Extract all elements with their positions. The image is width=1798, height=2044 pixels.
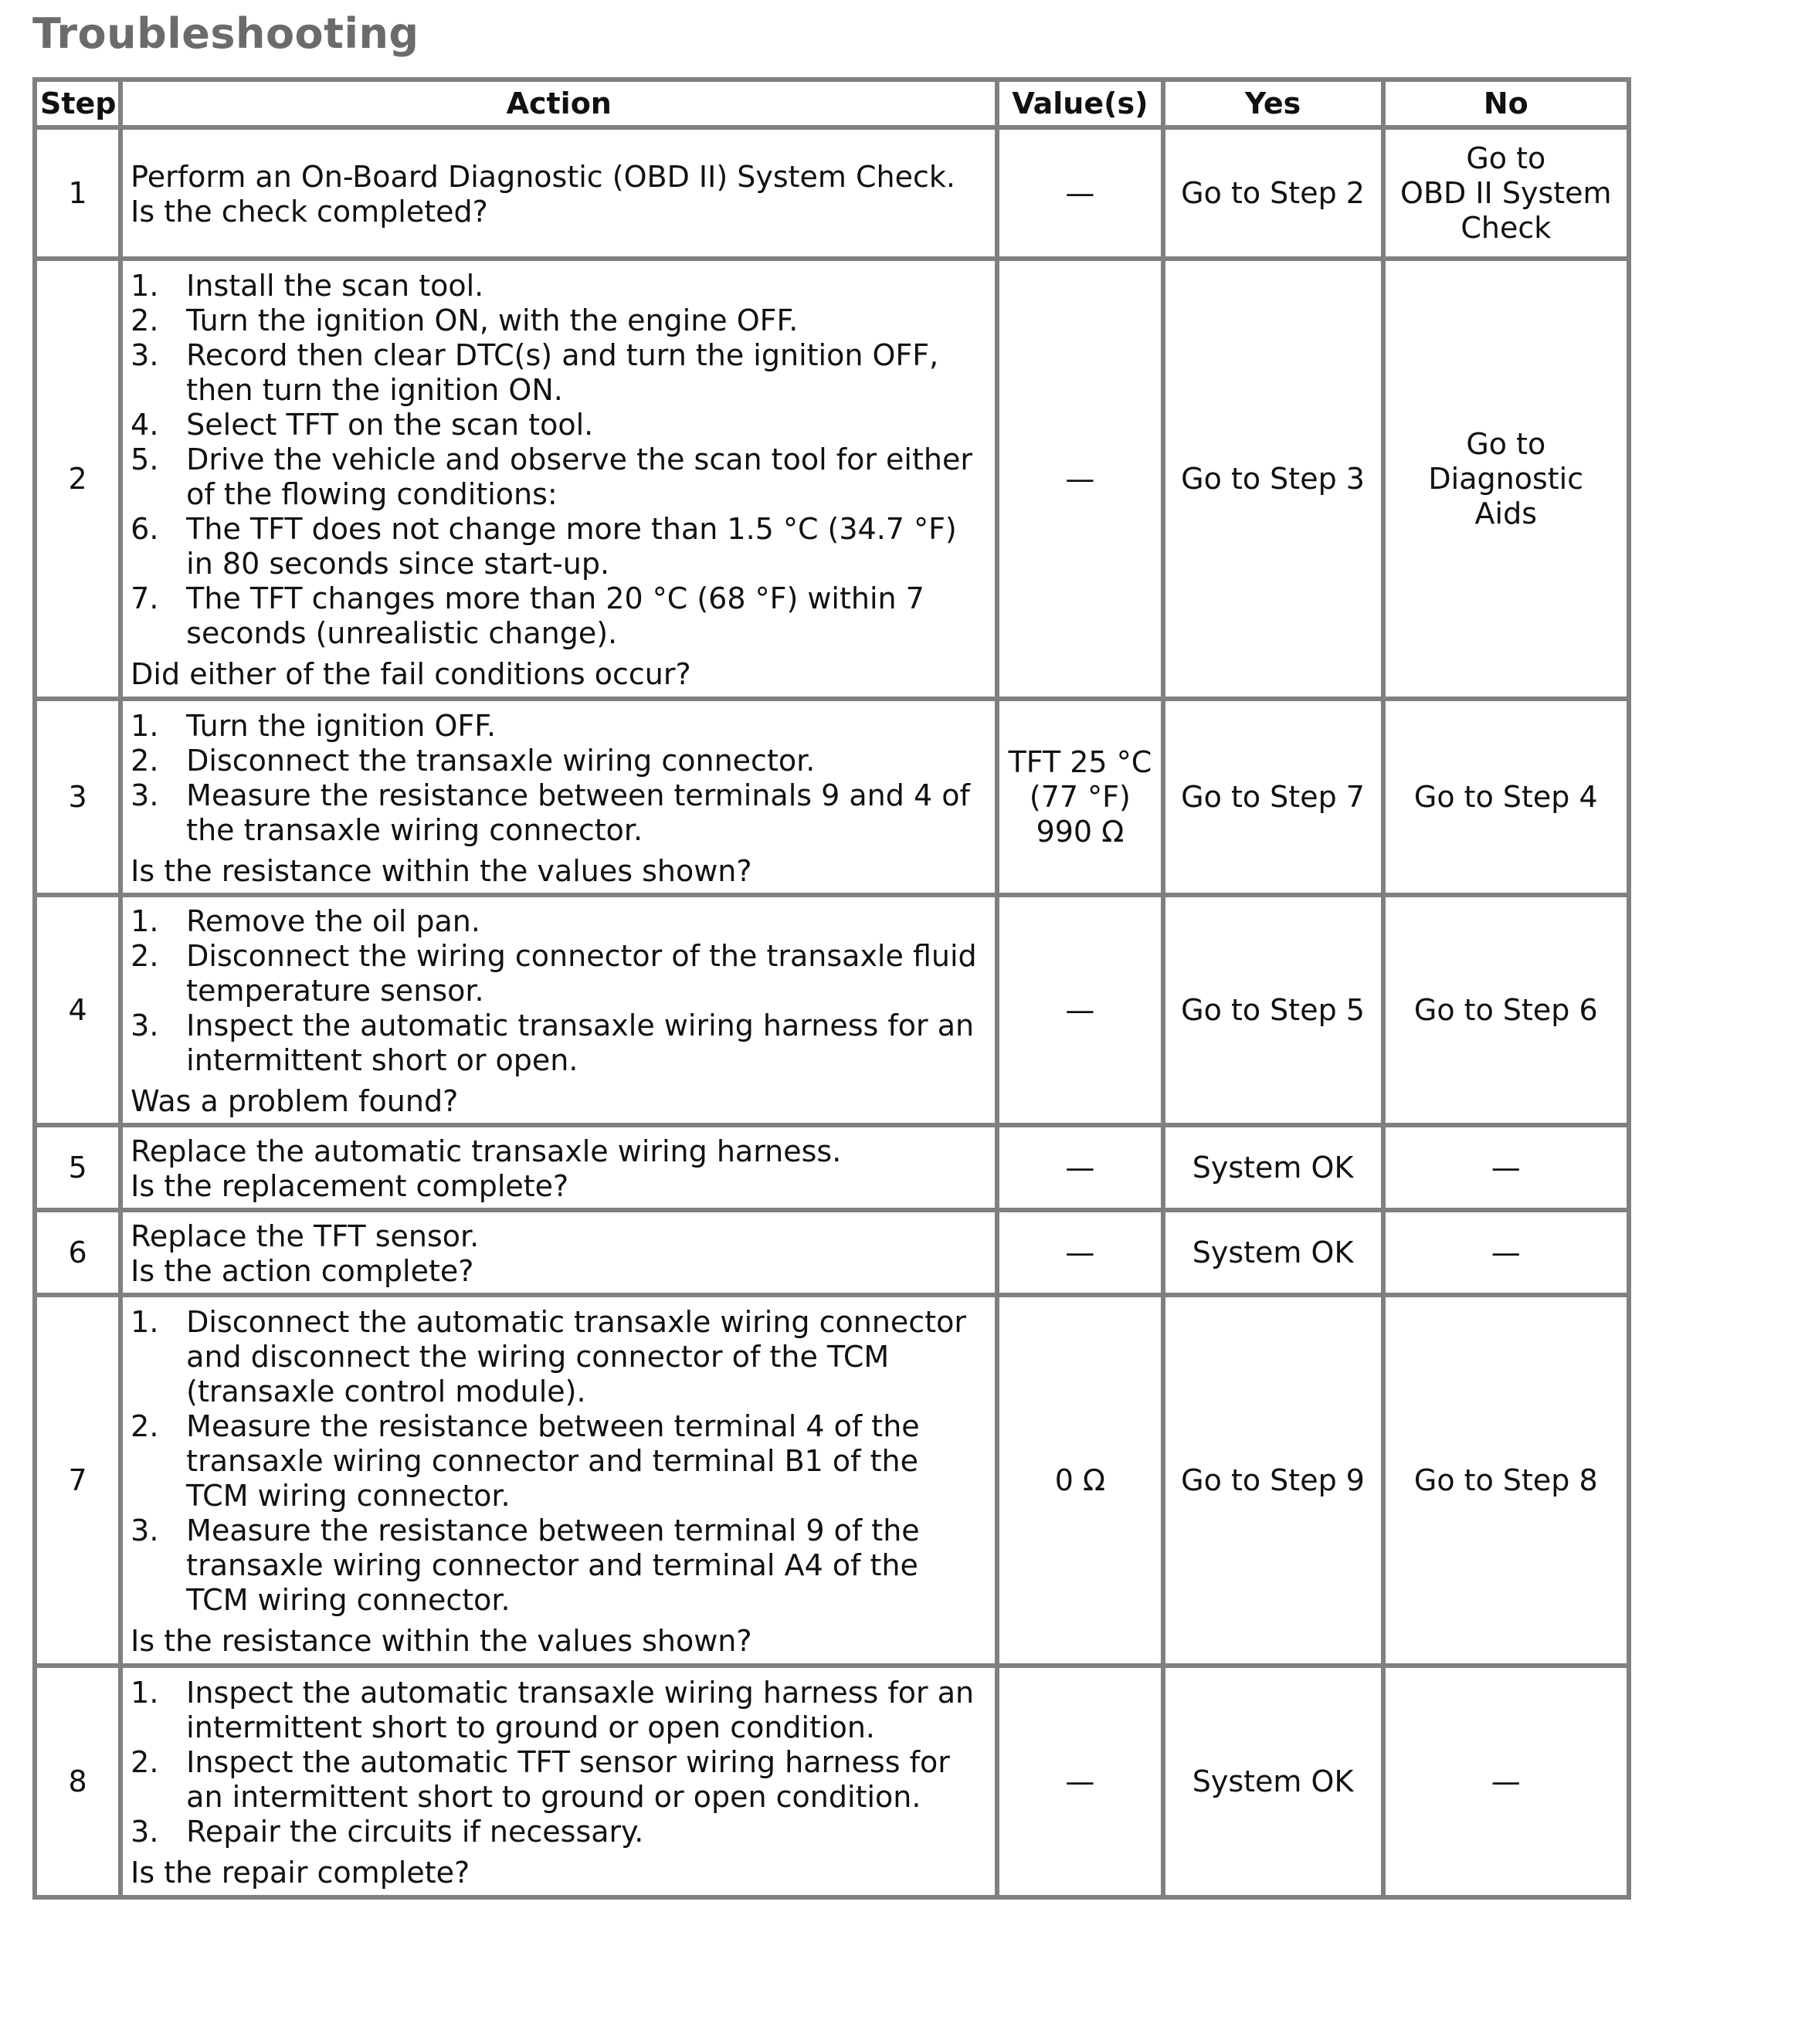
yes-cell: Go to Step 9 <box>1163 1295 1383 1666</box>
step-number: 2 <box>35 259 120 699</box>
step-number: 6 <box>35 1210 120 1295</box>
list-item-number: 6. <box>131 512 159 546</box>
list-item-number: 1. <box>131 1305 159 1339</box>
list-item-text: The TFT changes more than 20 °C (68 °F) within 7 seconds (unrealistic change). <box>186 581 924 650</box>
list-item <box>131 408 984 442</box>
table-row <box>35 1125 1629 1210</box>
list-item-number: 3. <box>131 778 159 812</box>
list-item <box>131 581 984 651</box>
value-cell: — <box>997 1210 1162 1295</box>
list-item <box>131 939 984 1008</box>
list-item-text: Turn the ignition ON, with the engine OFF. <box>186 303 799 337</box>
table-row <box>35 1295 1629 1666</box>
list-item-text: Inspect the automatic transaxle wiring harness for an intermittent short to ground or open condition. <box>186 1676 975 1744</box>
action-cell <box>120 1295 997 1666</box>
list-item <box>131 1815 984 1849</box>
action-question: Was a problem found? <box>131 1084 459 1118</box>
step-number: 3 <box>35 699 120 895</box>
value-cell: — <box>997 259 1162 699</box>
list-item <box>131 269 984 303</box>
yes-cell: Go to Step 2 <box>1163 127 1383 259</box>
no-cell: — <box>1383 1125 1629 1210</box>
step-number: 1 <box>35 127 120 259</box>
action-cell <box>120 1666 997 1897</box>
list-item <box>131 442 984 512</box>
action-cell <box>120 127 997 259</box>
no-line: Aids <box>1474 496 1538 530</box>
action-list <box>131 269 984 651</box>
action-line: Replace the TFT sensor. <box>131 1219 480 1253</box>
page-title: Troubleshooting <box>32 9 419 58</box>
list-item <box>131 1514 984 1618</box>
action-cell <box>120 699 997 895</box>
list-item-number: 3. <box>131 338 159 372</box>
list-item <box>131 1676 984 1745</box>
yes-cell: Go to Step 5 <box>1163 895 1383 1125</box>
step-number: 7 <box>35 1295 120 1666</box>
list-item-text: Install the scan tool. <box>186 269 484 303</box>
no-cell: Go to Step 4 <box>1383 699 1629 895</box>
action-list <box>131 904 984 1078</box>
table-row <box>35 259 1629 699</box>
no-line: Check <box>1460 210 1552 245</box>
yes-cell: System OK <box>1163 1666 1383 1897</box>
list-item-number: 2. <box>131 1745 159 1779</box>
yes-cell: System OK <box>1163 1210 1383 1295</box>
step-number: 8 <box>35 1666 120 1897</box>
yes-cell: System OK <box>1163 1125 1383 1210</box>
action-question: Is the repair complete? <box>131 1856 470 1890</box>
list-item-number: 2. <box>131 939 159 973</box>
no-line: OBD II System <box>1400 175 1612 210</box>
action-list <box>131 1305 984 1618</box>
troubleshooting-table <box>32 77 1631 1900</box>
list-item-number: 1. <box>131 1676 159 1710</box>
list-item-number: 7. <box>131 581 159 615</box>
table-header-row <box>35 80 1629 127</box>
list-item-text: Inspect the automatic transaxle wiring harness for an intermittent short or open. <box>186 1008 975 1077</box>
no-line: Go to <box>1466 141 1546 175</box>
value-line: (77 °F) <box>1029 779 1131 814</box>
action-line: Perform an On-Board Diagnostic (OBD II) System Check. <box>131 160 955 194</box>
list-item-text: Repair the circuits if necessary. <box>186 1815 644 1849</box>
step-number: 5 <box>35 1125 120 1210</box>
list-item <box>131 778 984 848</box>
value-cell: 0 Ω <box>997 1295 1162 1666</box>
action-question: Is the check completed? <box>131 195 488 229</box>
no-line: Diagnostic <box>1428 461 1584 496</box>
yes-cell: Go to Step 3 <box>1163 259 1383 699</box>
list-item-number: 2. <box>131 743 159 778</box>
list-item <box>131 303 984 338</box>
list-item <box>131 904 984 939</box>
list-item-number: 3. <box>131 1815 159 1849</box>
list-item-text: Disconnect the transaxle wiring connector. <box>186 743 816 778</box>
list-item-number: 1. <box>131 904 159 938</box>
list-item-text: Drive the vehicle and observe the scan tool for either of the flowing conditions: <box>186 442 972 511</box>
action-list <box>131 709 984 848</box>
list-item <box>131 744 984 778</box>
value-cell <box>997 699 1162 895</box>
action-question: Is the resistance within the values shown? <box>131 1624 752 1658</box>
list-item <box>131 1305 984 1409</box>
list-item-number: 1. <box>131 708 159 743</box>
value-line: 990 Ω <box>1036 814 1125 849</box>
action-list <box>131 1676 984 1849</box>
column-header-no: No <box>1383 80 1629 127</box>
list-item-text: Disconnect the wiring connector of the transaxle fluid temperature sensor. <box>186 939 977 1008</box>
list-item <box>131 1745 984 1815</box>
no-cell: — <box>1383 1210 1629 1295</box>
list-item-number: 4. <box>131 408 159 442</box>
list-item-text: Measure the resistance between terminals 9 and 4 of the transaxle wiring connector. <box>186 778 970 847</box>
value-cell: — <box>997 127 1162 259</box>
value-line: TFT 25 °C <box>1008 744 1152 779</box>
list-item-text: Disconnect the automatic transaxle wiring connector and disconnect the wiring connector of the TCM (transaxle control module). <box>186 1305 966 1408</box>
list-item-text: Turn the ignition OFF. <box>186 708 497 743</box>
list-item-text: Measure the resistance between terminal 9 of the transaxle wiring connector and terminal A4 of the TCM wiring connector. <box>186 1514 920 1617</box>
list-item-number: 3. <box>131 1008 159 1042</box>
column-header-yes: Yes <box>1163 80 1383 127</box>
table-row <box>35 1666 1629 1897</box>
no-cell: Go to Step 6 <box>1383 895 1629 1125</box>
action-cell <box>120 259 997 699</box>
table-row <box>35 699 1629 895</box>
action-question: Did either of the fail conditions occur? <box>131 657 691 691</box>
list-item-number: 2. <box>131 303 159 337</box>
action-cell <box>120 1210 997 1295</box>
no-cell <box>1383 259 1629 699</box>
list-item-text: Remove the oil pan. <box>186 904 480 938</box>
list-item-number: 1. <box>131 269 159 303</box>
action-cell <box>120 895 997 1125</box>
list-item <box>131 1409 984 1514</box>
list-item-text: Inspect the automatic TFT sensor wiring harness for an intermittent short to ground or open condition. <box>186 1745 950 1814</box>
list-item-text: Select TFT on the scan tool. <box>186 408 594 442</box>
column-header-step: Step <box>35 80 120 127</box>
no-cell: Go to Step 8 <box>1383 1295 1629 1666</box>
action-question: Is the replacement complete? <box>131 1169 569 1203</box>
action-line: Replace the automatic transaxle wiring harness. <box>131 1134 842 1168</box>
list-item-text: Measure the resistance between terminal 4 of the transaxle wiring connector and terminal B1 of the TCM wiring connector. <box>186 1409 920 1513</box>
list-item-number: 5. <box>131 442 159 476</box>
list-item-number: 2. <box>131 1409 159 1443</box>
no-cell <box>1383 127 1629 259</box>
value-cell: — <box>997 895 1162 1125</box>
list-item-text: The TFT does not change more than 1.5 °C (34.7 °F) in 80 seconds since start-up. <box>186 512 957 581</box>
action-cell <box>120 1125 997 1210</box>
yes-cell: Go to Step 7 <box>1163 699 1383 895</box>
no-line: Go to <box>1466 426 1546 461</box>
action-question: Is the action complete? <box>131 1254 474 1288</box>
list-item <box>131 709 984 744</box>
table-row <box>35 127 1629 259</box>
value-cell: — <box>997 1666 1162 1897</box>
column-header-values: Value(s) <box>997 80 1162 127</box>
no-cell: — <box>1383 1666 1629 1897</box>
column-header-action: Action <box>120 80 997 127</box>
table-row <box>35 895 1629 1125</box>
list-item-number: 3. <box>131 1514 159 1547</box>
list-item <box>131 338 984 408</box>
value-cell: — <box>997 1125 1162 1210</box>
list-item <box>131 512 984 581</box>
list-item <box>131 1008 984 1078</box>
list-item-text: Record then clear DTC(s) and turn the ignition OFF, then turn the ignition ON. <box>186 338 939 407</box>
step-number: 4 <box>35 895 120 1125</box>
table-row <box>35 1210 1629 1295</box>
action-question: Is the resistance within the values shown? <box>131 853 752 888</box>
